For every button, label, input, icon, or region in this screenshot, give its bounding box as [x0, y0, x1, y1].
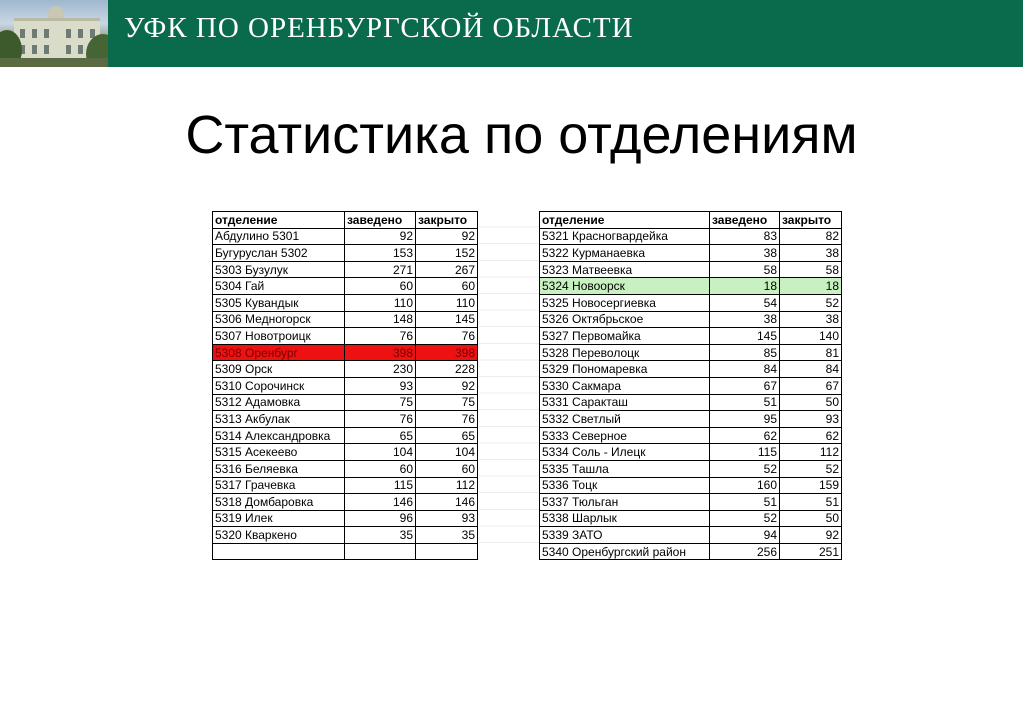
table-row — [213, 427, 478, 444]
opened-cell: 58 — [710, 261, 780, 278]
opened-cell: 146 — [345, 494, 416, 511]
closed-cell: 112 — [780, 444, 842, 461]
opened-cell: 92 — [345, 228, 416, 245]
department-cell: 5330 Сакмара — [540, 377, 710, 394]
closed-cell — [416, 543, 478, 560]
table-row — [213, 311, 478, 328]
closed-cell: 76 — [416, 411, 478, 428]
department-cell: 5318 Домбаровка — [213, 494, 345, 511]
table-row — [540, 427, 842, 444]
department-cell: 5307 Новотроицк — [213, 328, 345, 345]
department-cell: 5306 Медногорск — [213, 311, 345, 328]
column-header-closed: закрыто — [780, 212, 842, 229]
department-cell: 5310 Сорочинск — [213, 377, 345, 394]
closed-cell: 76 — [416, 328, 478, 345]
opened-cell: 54 — [710, 294, 780, 311]
department-cell: 5338 Шарлык — [540, 510, 710, 527]
department-cell: 5319 Илек — [213, 510, 345, 527]
department-cell: Абдулино 5301 — [213, 228, 345, 245]
closed-cell: 35 — [416, 527, 478, 544]
department-cell: 5336 Тоцк — [540, 477, 710, 494]
closed-cell: 112 — [416, 477, 478, 494]
opened-cell: 145 — [710, 328, 780, 345]
opened-cell: 76 — [345, 411, 416, 428]
opened-cell: 60 — [345, 278, 416, 295]
opened-cell: 52 — [710, 460, 780, 477]
department-cell: 5326 Октябрьское — [540, 311, 710, 328]
table-row — [540, 510, 842, 527]
opened-cell: 51 — [710, 494, 780, 511]
department-cell: 5313 Акбулак — [213, 411, 345, 428]
table-row — [540, 477, 842, 494]
opened-cell: 18 — [710, 278, 780, 295]
column-header-department: отделение — [213, 212, 345, 229]
closed-cell: 251 — [780, 543, 842, 560]
closed-cell: 38 — [780, 311, 842, 328]
department-cell: 5335 Ташла — [540, 460, 710, 477]
table-row — [213, 245, 478, 262]
department-cell: 5315 Асекеево — [213, 444, 345, 461]
department-cell: 5340 Оренбургский район — [540, 543, 710, 560]
table-row — [540, 527, 842, 544]
column-header-opened: заведено — [345, 212, 416, 229]
opened-cell: 115 — [345, 477, 416, 494]
opened-cell: 38 — [710, 311, 780, 328]
column-header-opened: заведено — [710, 212, 780, 229]
table-row — [213, 494, 478, 511]
table-row — [540, 444, 842, 461]
closed-cell: 84 — [780, 361, 842, 378]
opened-cell: 153 — [345, 245, 416, 262]
department-cell — [213, 543, 345, 560]
department-cell: 5334 Соль - Илецк — [540, 444, 710, 461]
right-stats-table — [539, 211, 842, 560]
opened-cell: 93 — [345, 377, 416, 394]
department-cell: 5324 Новоорск — [540, 278, 710, 295]
closed-cell: 67 — [780, 377, 842, 394]
organization-name: УФК ПО ОРЕНБУРГСКОЙ ОБЛАСТИ — [124, 12, 634, 44]
department-cell: 5331 Саракташ — [540, 394, 710, 411]
table-row — [540, 278, 842, 295]
closed-cell: 110 — [416, 294, 478, 311]
department-cell: 5323 Матвеевка — [540, 261, 710, 278]
table-row — [213, 460, 478, 477]
closed-cell: 159 — [780, 477, 842, 494]
building-photo — [0, 0, 108, 67]
table-row — [213, 344, 478, 361]
table-row — [540, 543, 842, 560]
opened-cell: 85 — [710, 344, 780, 361]
opened-cell: 60 — [345, 460, 416, 477]
department-cell: 5316 Беляевка — [213, 460, 345, 477]
opened-cell: 35 — [345, 527, 416, 544]
closed-cell: 50 — [780, 510, 842, 527]
department-cell: 5312 Адамовка — [213, 394, 345, 411]
closed-cell: 58 — [780, 261, 842, 278]
table-row — [540, 494, 842, 511]
department-cell: 5317 Грачевка — [213, 477, 345, 494]
opened-cell: 271 — [345, 261, 416, 278]
table-header-row — [213, 212, 478, 229]
table-row — [213, 527, 478, 544]
closed-cell: 146 — [416, 494, 478, 511]
table-row — [540, 328, 842, 345]
opened-cell: 104 — [345, 444, 416, 461]
table-row — [213, 510, 478, 527]
table-row — [540, 411, 842, 428]
closed-cell: 60 — [416, 460, 478, 477]
table-row — [540, 245, 842, 262]
table-row — [213, 377, 478, 394]
closed-cell: 104 — [416, 444, 478, 461]
header-banner — [0, 0, 1023, 67]
opened-cell: 83 — [710, 228, 780, 245]
department-cell: 5339 ЗАТО — [540, 527, 710, 544]
closed-cell: 50 — [780, 394, 842, 411]
table-row — [540, 261, 842, 278]
department-cell: 5303 Бузулук — [213, 261, 345, 278]
opened-cell: 160 — [710, 477, 780, 494]
opened-cell: 67 — [710, 377, 780, 394]
department-cell: 5304 Гай — [213, 278, 345, 295]
column-header-department: отделение — [540, 212, 710, 229]
opened-cell: 84 — [710, 361, 780, 378]
table-row — [213, 543, 478, 560]
department-cell: Бугуруслан 5302 — [213, 245, 345, 262]
opened-cell: 96 — [345, 510, 416, 527]
department-cell: 5309 Орск — [213, 361, 345, 378]
closed-cell: 52 — [780, 460, 842, 477]
opened-cell: 51 — [710, 394, 780, 411]
table-row — [540, 228, 842, 245]
closed-cell: 93 — [780, 411, 842, 428]
table-row — [213, 228, 478, 245]
department-cell: 5314 Александровка — [213, 427, 345, 444]
opened-cell: 110 — [345, 294, 416, 311]
closed-cell: 145 — [416, 311, 478, 328]
opened-cell: 95 — [710, 411, 780, 428]
closed-cell: 92 — [416, 228, 478, 245]
closed-cell: 152 — [416, 245, 478, 262]
table-row — [213, 394, 478, 411]
closed-cell: 92 — [780, 527, 842, 544]
table-row — [213, 361, 478, 378]
opened-cell: 148 — [345, 311, 416, 328]
opened-cell: 38 — [710, 245, 780, 262]
department-cell: 5320 Кваркено — [213, 527, 345, 544]
department-cell: 5322 Курманаевка — [540, 245, 710, 262]
table-row — [540, 361, 842, 378]
closed-cell: 82 — [780, 228, 842, 245]
table-row — [213, 278, 478, 295]
department-cell: 5333 Северное — [540, 427, 710, 444]
closed-cell: 81 — [780, 344, 842, 361]
opened-cell: 76 — [345, 328, 416, 345]
table-header-row — [540, 212, 842, 229]
department-cell: 5325 Новосергиевка — [540, 294, 710, 311]
opened-cell: 230 — [345, 361, 416, 378]
department-cell: 5305 Кувандык — [213, 294, 345, 311]
left-stats-table — [212, 211, 478, 560]
table-gap — [479, 211, 539, 558]
closed-cell: 51 — [780, 494, 842, 511]
closed-cell: 62 — [780, 427, 842, 444]
opened-cell: 52 — [710, 510, 780, 527]
table-row — [540, 294, 842, 311]
closed-cell: 93 — [416, 510, 478, 527]
department-cell: 5329 Пономаревка — [540, 361, 710, 378]
closed-cell: 92 — [416, 377, 478, 394]
department-cell: 5308 Оренбург — [213, 344, 345, 361]
table-row — [213, 261, 478, 278]
department-cell: 5327 Первомайка — [540, 328, 710, 345]
opened-cell: 65 — [345, 427, 416, 444]
closed-cell: 398 — [416, 344, 478, 361]
closed-cell: 52 — [780, 294, 842, 311]
department-cell: 5337 Тюльган — [540, 494, 710, 511]
table-row — [540, 394, 842, 411]
table-row — [213, 444, 478, 461]
page-title: Статистика по отделениям — [185, 105, 858, 165]
column-header-closed: закрыто — [416, 212, 478, 229]
table-row — [213, 411, 478, 428]
opened-cell: 94 — [710, 527, 780, 544]
closed-cell: 38 — [780, 245, 842, 262]
closed-cell: 18 — [780, 278, 842, 295]
table-row — [213, 477, 478, 494]
opened-cell — [345, 543, 416, 560]
opened-cell: 115 — [710, 444, 780, 461]
table-row — [213, 294, 478, 311]
closed-cell: 267 — [416, 261, 478, 278]
table-row — [540, 460, 842, 477]
department-cell: 5328 Переволоцк — [540, 344, 710, 361]
closed-cell: 75 — [416, 394, 478, 411]
opened-cell: 256 — [710, 543, 780, 560]
closed-cell: 65 — [416, 427, 478, 444]
closed-cell: 228 — [416, 361, 478, 378]
table-row — [540, 311, 842, 328]
opened-cell: 62 — [710, 427, 780, 444]
table-row — [213, 328, 478, 345]
closed-cell: 140 — [780, 328, 842, 345]
table-row — [540, 377, 842, 394]
opened-cell: 75 — [345, 394, 416, 411]
department-cell: 5332 Светлый — [540, 411, 710, 428]
table-row — [540, 344, 842, 361]
closed-cell: 60 — [416, 278, 478, 295]
opened-cell: 398 — [345, 344, 416, 361]
department-cell: 5321 Красногвардейка — [540, 228, 710, 245]
